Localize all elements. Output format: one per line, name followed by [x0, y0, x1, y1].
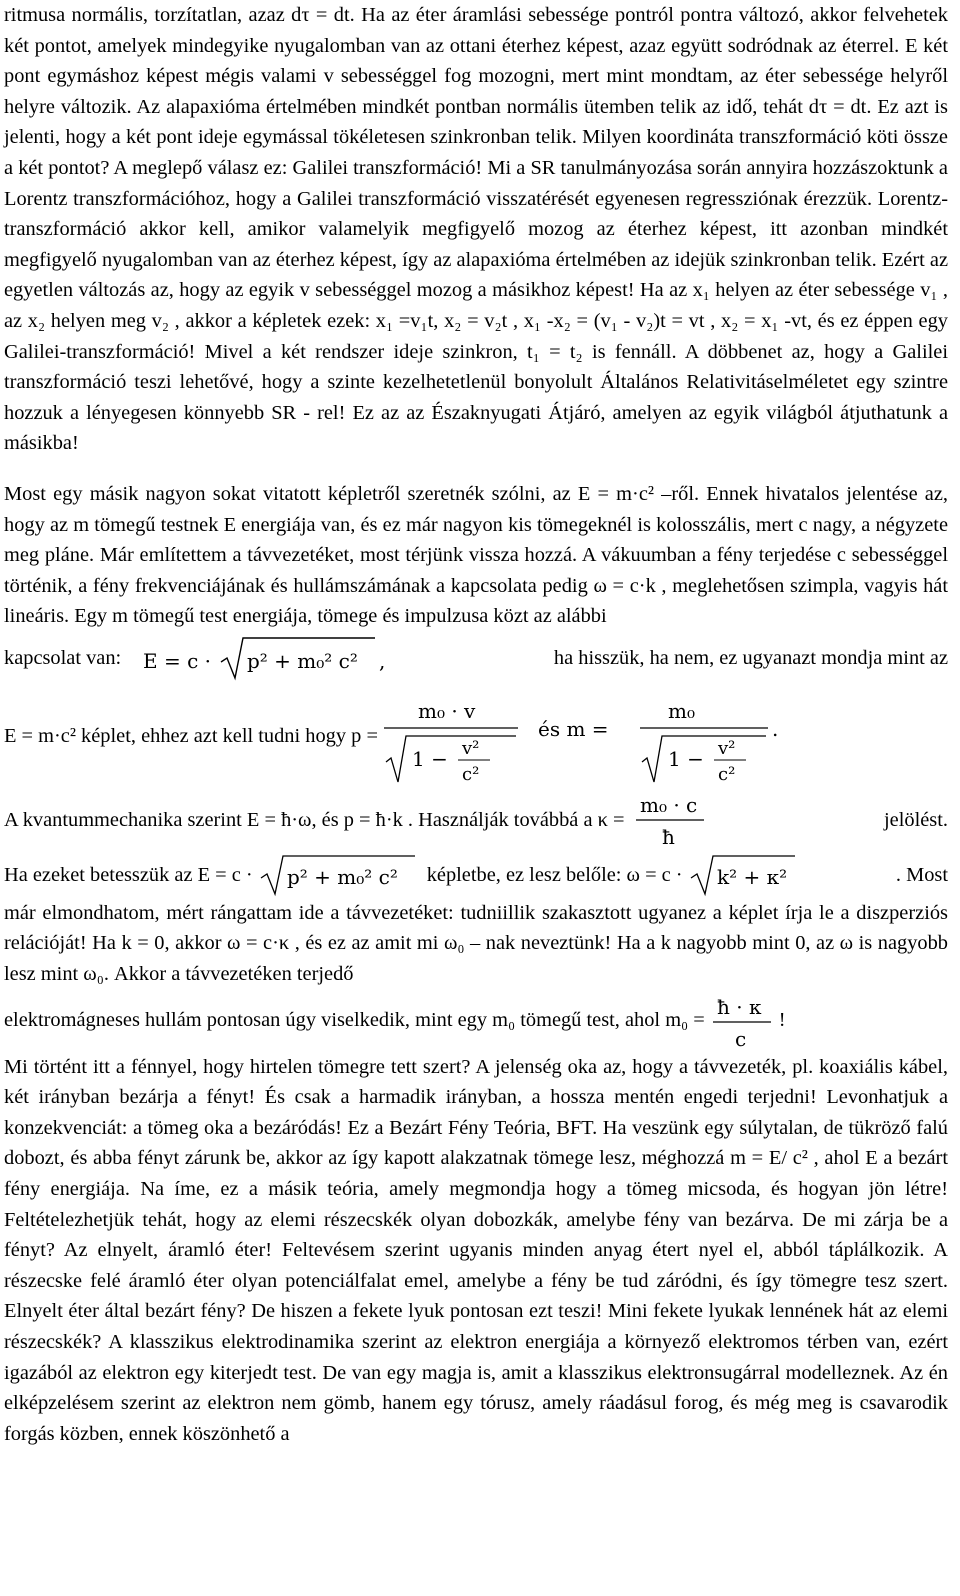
eq4-mid: képletbe, ez lesz belőle: ω = c · [426, 863, 683, 886]
eq2-formulas [378, 684, 798, 788]
eq3-fraction [632, 788, 712, 852]
equation-line-3 [4, 788, 948, 852]
eq3-tail: jelölést. [884, 808, 948, 831]
eq1-comma: , [379, 648, 386, 673]
sqrt-sign-icon [386, 736, 516, 782]
eq5-fraction [711, 990, 779, 1052]
eq4-rad1-text: p² + m₀² c² [286, 864, 398, 889]
paragraph-1: ritmusa normális, torzítatlan, azaz dτ = dt. Ha az éter áramlási sebessége pontról pontra változó, akkor felvehetek két pontot, amelyek mindegyike nyugalomban van az ottani éterhez képest, azaz együtt sodródnak az éterrel. E két pont egymáshoz képest mégis valami v sebességgel fog mozogni, mert mint mondtam, az éter sebessége helyről helyre változik. Az alapaxióma értelmében mindkét pontban normális ütemben telik az idő, tehát dτ = dt. Ez azt is jelenti, hogy a két pont ideje egymással tökéletesen szinkronban telik. Milyen koordináta transzformáció köti össze a két pontot? A meglepő válasz ez: Galilei transzformáció! Mi a SR tanulmányozása során annyira hozzászoktunk a Lorentz transzformációhoz, hogy a Galilei transzformáció visszatérését egyenesen regressziónak érezzük. Lorentz-transzformáció akkor kell, amikor valamelyik megfigyelő mozog az éterhez képest, itt azonban mindkét megfigyelő nyugalomban van az éterhez képest, így az alapaxióma értelmében az idejük szinkronban telik. Ezért az egyetlen változás az, hogy az egyik v sebességgel mozog a másikhoz képest! Ha az x₁ helyen az éter sebessége v₁ , az x₂ helyen meg v₂ , akkor a képletek ezek: x₁ =v₁t, x₂ = v₂t , x₁ -x₂ = (v₁ - v₂)t = vt , x₂ = x₁ -vt, és ez éppen egy Galilei-transzformáció! Mivel a két rendszer ideje szinkron, t₁ = t₂ is fennáll. A döbbenet az, hogy a Galilei transzformáció teszi lehetővé, hogy a szinte kezelhetetlenül bonyolult Általános Relativitáselméletet egy szintre hozzuk a lényegesen könnyebb SR - rel! Ez az az Északnyugati Átjáró, amelyen az egyik világból átjuthatunk a másikba! [4, 4, 948, 455]
paragraph-3: már elmondhatom, mért rángattam ide a távvezetéket: tudniillik szakasztott ugyanez a képlet írja le a diszperziós relációját! Ha k = 0, akkor ω = c·κ , és ez az amit mi ω₀ – nak neveztünk! Ha a k nagyobb mint 0, az ω is nagyobb lesz mint ω₀. Akkor a távvezetéken terjedő [4, 901, 948, 986]
eq4-rad2 [689, 852, 799, 898]
eq2-den2-den: c² [717, 763, 736, 785]
equation-line-4 [4, 852, 948, 898]
eq5-num: ħ · κ [716, 994, 762, 1019]
equation-line-1 [4, 632, 948, 684]
sqrt-sign-icon [642, 736, 766, 782]
paragraph-4: Mi történt itt a fénnyel, hogy hirtelen tömegre tett szert? A jelenség oka az, hogy a távvezeték, pl. koaxiális kábel, két irányban bezárja a fényt! És csak a harmadik irányban, a hossza mentén engedi terjedni! Levonhatjuk a konzekvenciát: a tömeg oka a bezáródás! Ez a Bezárt Fény Teória, BFT. Ha veszünk egy súlytalan, de tükröző falú dobozt, és abba fényt zárunk be, akkor az így kapott alakzatnak tömege lesz, méghozzá m = E/ c² , ahol E a bezárt fény energiája. Na íme, ez a másik teória, amely megmondja hogy a tömeg micsoda, és hogyan jön létre! Feltételezhetjük tehát, hogy az elemi részecskék olyan dobozkák, amelybe fény van bezárva. De mi zárja be a fényt? Az elnyelt, áramló éter! Feltevésem szerint ugyanis minden anyag étert nyel el, abból táplálkozik. A részecske felé áramló éter olyan potenciálfalat emel, amelybe a fény be tud záródni, és így tömegre tesz szert. Elnyelt éter által bezárt fény? De hiszen a fekete lyuk pontosan ezt teszi! Mini fekete lyukak lennének hát az elemi részecskék? A klasszikus elektrodinamika szerint az elektron energiája a környező elektromos térben van, ezért igazából az elektron egy kiterjedt test. De van egy magja is, amit a klasszikus elektronsugárral modelleznek. Az én elképzelésem szerint az elektron nem gömb, hanem egy tórusz, amely ráadásul forog, és még meg is csavarodik forgás közben, ennek köszönhető a [4, 1055, 948, 1445]
eq1-before: kapcsolat van: [4, 646, 122, 669]
eq2-den1-a: 1 − [411, 746, 448, 771]
eq5-before: elektromágneses hullám pontosan úgy viselkedik, mint egy m₀ tömegű test, ahol m₀ = [4, 1009, 705, 1032]
eq3-den: ħ [662, 824, 676, 849]
eq1-lhs: E = c · [143, 648, 212, 673]
eq2-den1-den: c² [461, 763, 480, 785]
eq1-radicand: p² + m₀² c² [247, 648, 359, 673]
eq2-den2-num: v² [717, 737, 736, 759]
eq4-rad2-text: k² + κ² [716, 864, 787, 889]
eq3-num: m₀ · c [640, 792, 698, 817]
eq2-den2-a: 1 − [667, 746, 704, 771]
equation-line-5 [4, 990, 948, 1052]
eq5-tail: ! [778, 1009, 786, 1032]
paragraph-gap [4, 459, 948, 479]
eq1-formula [139, 632, 399, 684]
eq3-text: A kvantummechanika szerint E = ħ·ω, és p = ħ·k . Használják továbbá a κ = [4, 808, 625, 831]
eq2-num1: m₀ · v [417, 698, 476, 723]
eq2-mid: és m = [537, 716, 609, 741]
eq2-before: E = m·c² képlet, ehhez azt kell tudni hogy p = [4, 724, 378, 747]
eq1-tail: ha hisszük, ha nem, ez ugyanazt mondja mint az [553, 646, 948, 669]
eq4-before: Ha ezeket betesszük az E = c · [4, 863, 253, 886]
eq2-den1-num: v² [461, 737, 480, 759]
equation-line-2 [4, 684, 948, 788]
eq5-den: c [734, 1026, 746, 1051]
eq4-tail: . Most [895, 863, 948, 886]
eq2-end: . [771, 716, 779, 741]
eq4-rad1 [259, 852, 419, 898]
paragraph-2: Most egy másik nagyon sokat vitatott képletről szeretnék szólni, az E = m·c² –ről. Ennek hivatalos jelentése az, hogy az m tömegű testnek E energiája van, és ez már nagyon kis tömegeknél is kolosszális, mert c nagy, a négyzete meg pláne. Már említettem a távvezetéket, most térjünk vissza hozzá. A vákuumban a fény terjedése c sebességgel történik, a fény frekvenciájának és hullámszámának a kapcsolata pedig ω = c·k , meglehetősen szimpla, vagyis hát lineáris. Egy m tömegű test energiája, tömege és impulzusa közt az alábbi [4, 482, 948, 628]
eq2-num2: m₀ [667, 698, 695, 723]
